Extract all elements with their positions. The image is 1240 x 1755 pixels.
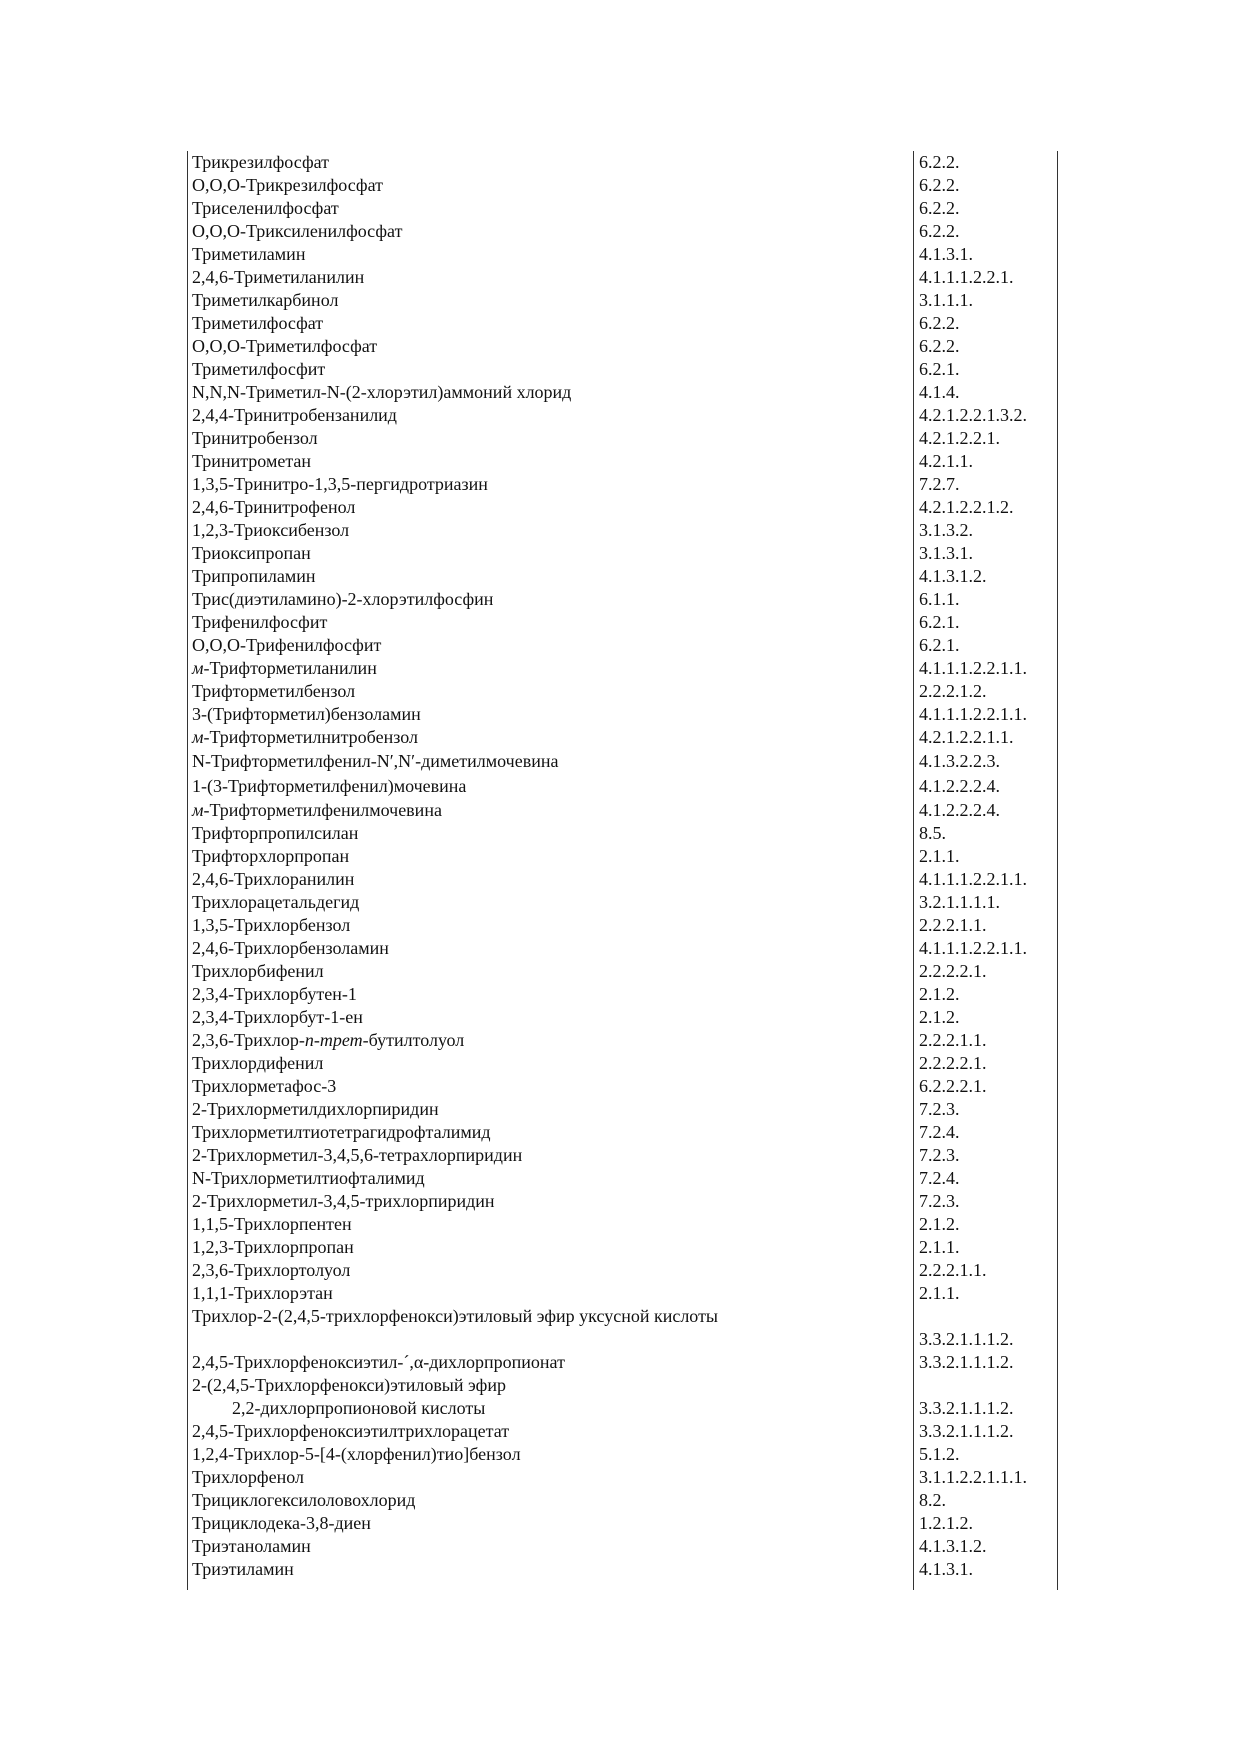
classification-code: 6.2.2.2.1. [919, 1076, 987, 1096]
classification-code: 3.3.2.1.1.1.2. [919, 1329, 1014, 1349]
classification-code: 3.3.2.1.1.1.2. [919, 1421, 1014, 1441]
compound-name: N-Трихлорметилтиофталимид [192, 1168, 425, 1188]
table-row [187, 1374, 1058, 1420]
table-row [187, 358, 1058, 381]
compound-name: 2,3,6-Трихлор-п-трет-бутилтолуол [192, 1030, 465, 1050]
table-row [187, 1075, 1058, 1098]
table-row [187, 312, 1058, 335]
compound-name: О,О,О-Триксиленилфосфат [192, 221, 403, 241]
table-row [187, 450, 1058, 473]
table-row [187, 381, 1058, 404]
classification-code: 3.1.3.2. [919, 520, 973, 540]
table-row [187, 1558, 1058, 1581]
compound-name: Триэтаноламин [192, 1536, 311, 1556]
classification-code: 2.2.2.1.1. [919, 1030, 987, 1050]
table-row [187, 749, 1058, 774]
compound-name: 2,4,6-Триметиланилин [192, 267, 365, 287]
compound-name: м-Трифторметиланилин [192, 658, 377, 678]
classification-code: 2.2.2.1.1. [919, 915, 987, 935]
classification-code: 3.3.2.1.1.1.2. [919, 1352, 1014, 1372]
table-row [187, 473, 1058, 496]
table-row [187, 335, 1058, 358]
classification-code: 4.2.1.1. [919, 451, 973, 471]
classification-code: 2.1.2. [919, 1214, 960, 1234]
classification-code: 6.2.2. [919, 152, 960, 172]
classification-code: 6.1.1. [919, 589, 960, 609]
compound-name: 1,1,1-Трихлорэтан [192, 1283, 333, 1303]
classification-code: 7.2.3. [919, 1191, 960, 1211]
table-row [187, 542, 1058, 565]
classification-code: 4.2.1.2.2.1. [919, 428, 1000, 448]
classification-code: 4.1.3.1.2. [919, 566, 987, 586]
classification-code: 2.1.1. [919, 1237, 960, 1257]
table-row [187, 611, 1058, 634]
compound-name: Трициклогексилоловохлорид [192, 1490, 416, 1510]
table-row [187, 174, 1058, 197]
table-row [187, 519, 1058, 542]
table-row [187, 404, 1058, 427]
compound-index-table [187, 151, 1058, 1581]
classification-code: 6.2.1. [919, 635, 960, 655]
classification-code: 6.2.1. [919, 612, 960, 632]
compound-name: Триэтиламин [192, 1559, 294, 1579]
table-row [187, 151, 1058, 174]
compound-name: Трифторхлорпропан [192, 846, 350, 866]
classification-code: 4.1.1.1.2.2.1.1. [919, 658, 1027, 678]
table-row [187, 266, 1058, 289]
table-row [187, 703, 1058, 726]
compound-name: Трифенилфосфит [192, 612, 328, 632]
compound-name: Трипропиламин [192, 566, 316, 586]
classification-code: 3.2.1.1.1.1. [919, 892, 1000, 912]
classification-code: 4.1.3.1.2. [919, 1536, 987, 1556]
compound-name: м-Трифторметилфенилмочевина [192, 800, 442, 820]
compound-name: 1,1,5-Трихлорпентен [192, 1214, 352, 1234]
table-row [187, 657, 1058, 680]
compound-name: О,О,О-Триметилфосфат [192, 336, 378, 356]
classification-code: 3.3.2.1.1.1.2. [919, 1398, 1014, 1418]
compound-name: 1-(3-Трифторметилфенил)мочевина [192, 776, 467, 796]
compound-name: 2-Трихлорметилдихлорпиридин [192, 1099, 439, 1119]
classification-code: 4.1.3.2.2.3. [919, 751, 1000, 771]
classification-code: 2.2.2.1.2. [919, 681, 987, 701]
compound-name: Тринитробензол [192, 428, 318, 448]
table-row [187, 1167, 1058, 1190]
classification-code: 6.2.2. [919, 313, 960, 333]
table-row [187, 243, 1058, 266]
classification-code: 4.2.1.2.2.1.1. [919, 727, 1014, 747]
table-row [187, 726, 1058, 749]
compound-name: N,N,N-Триметил-N-(2-хлорэтил)аммоний хлорид [192, 382, 572, 402]
classification-code: 6.2.2. [919, 198, 960, 218]
table-row [187, 1121, 1058, 1144]
table-row [187, 1351, 1058, 1374]
table-row [187, 496, 1058, 519]
compound-name: 1,2,3-Трихлорпропан [192, 1237, 354, 1257]
classification-code: 2.2.2.2.1. [919, 1053, 987, 1073]
classification-code: 4.1.1.1.2.2.1. [919, 267, 1014, 287]
table-row [187, 220, 1058, 243]
compound-name: Трихлорфенол [192, 1467, 304, 1487]
compound-name: 2-(2,4,5-Трихлорфенокси)этиловый эфир 2,2-дихлорпропионовой кислоты [192, 1375, 506, 1418]
compound-name: 1,3,5-Тринитро-1,3,5-пергидротриазин [192, 474, 488, 494]
classification-code: 3.1.1.2.2.1.1.1. [919, 1467, 1027, 1487]
compound-name: О,О,О-Трикрезилфосфат [192, 175, 383, 195]
classification-code: 3.1.1.1. [919, 290, 973, 310]
compound-name: Триметилфосфат [192, 313, 324, 333]
classification-code: 7.2.4. [919, 1122, 960, 1142]
classification-code: 2.2.2.2.1. [919, 961, 987, 981]
classification-code: 4.1.3.1. [919, 244, 973, 264]
table-row [187, 1282, 1058, 1305]
compound-name: О,О,О-Трифенилфосфит [192, 635, 382, 655]
table-row [187, 845, 1058, 868]
table-row [187, 588, 1058, 611]
classification-code: 2.1.1. [919, 846, 960, 866]
classification-code: 7.2.3. [919, 1099, 960, 1119]
compound-name: 2,4,6-Тринитрофенол [192, 497, 356, 517]
table-row [187, 1259, 1058, 1282]
compound-name: Трихлорацетальдегид [192, 892, 360, 912]
classification-code: 2.2.2.1.1. [919, 1260, 987, 1280]
compound-name: 1,2,4-Трихлор-5-[4-(хлорфенил)тио]бензол [192, 1444, 521, 1464]
classification-code: 2.1.1. [919, 1283, 960, 1303]
classification-code: 7.2.7. [919, 474, 960, 494]
classification-code: 7.2.4. [919, 1168, 960, 1188]
compound-name: Трихлорметилтиотетрагидрофталимид [192, 1122, 491, 1142]
classification-code: 8.5. [919, 823, 946, 843]
compound-name: Трихлорбифенил [192, 961, 324, 981]
compound-name: Триметилкарбинол [192, 290, 339, 310]
table-row [187, 1052, 1058, 1075]
table-row [187, 937, 1058, 960]
compound-name: Трис(диэтиламино)-2-хлорэтилфосфин [192, 589, 494, 609]
table-row [187, 1512, 1058, 1535]
classification-code: 7.2.3. [919, 1145, 960, 1165]
compound-name: Трихлорметафос-3 [192, 1076, 337, 1096]
table-row [187, 1144, 1058, 1167]
compound-name: 2,3,4-Трихлорбутен-1 [192, 984, 357, 1004]
table-row [187, 565, 1058, 588]
compound-name: Трихлордифенил [192, 1053, 324, 1073]
compound-name: 1,3,5-Трихлорбензол [192, 915, 351, 935]
compound-name: N-Трифторметилфенил-N′,N′-диметилмочевина [192, 751, 559, 771]
table-row [187, 868, 1058, 891]
classification-code: 5.1.2. [919, 1444, 960, 1464]
classification-code: 6.2.1. [919, 359, 960, 379]
compound-name: Трифторметилбензол [192, 681, 356, 701]
compound-name: 2,3,4-Трихлорбут-1-ен [192, 1007, 363, 1027]
classification-code: 2.1.2. [919, 1007, 960, 1027]
compound-name: Триселенилфосфат [192, 198, 339, 218]
compound-name: 3-(Трифторметил)бензоламин [192, 704, 421, 724]
table-row [187, 289, 1058, 312]
table-row [187, 1420, 1058, 1443]
classification-code: 4.1.2.2.2.4. [919, 800, 1000, 820]
table-row [187, 680, 1058, 703]
classification-code: 4.2.1.2.2.1.2. [919, 497, 1014, 517]
compound-name: м-Трифторметилнитробензол [192, 727, 418, 747]
compound-name: Триметилфосфит [192, 359, 326, 379]
classification-code: 6.2.2. [919, 221, 960, 241]
table-row [187, 1443, 1058, 1466]
classification-code: 1.2.1.2. [919, 1513, 973, 1533]
table-row [187, 1236, 1058, 1259]
classification-code: 4.1.1.1.2.2.1.1. [919, 869, 1027, 889]
compound-name: Трифторпропилсилан [192, 823, 359, 843]
table-row [187, 427, 1058, 450]
table-row [187, 197, 1058, 220]
compound-name: Трициклодека-3,8-диен [192, 1513, 371, 1533]
table-row [187, 822, 1058, 845]
table-row [187, 799, 1058, 822]
table-row [187, 1489, 1058, 1512]
table-row [187, 1466, 1058, 1489]
table-row [187, 1098, 1058, 1121]
table-row [187, 960, 1058, 983]
table-row [187, 914, 1058, 937]
classification-code: 2.1.2. [919, 984, 960, 1004]
compound-name: 2,3,6-Трихлортолуол [192, 1260, 351, 1280]
compound-name: 2-Трихлорметил-3,4,5,6-тетрахлорпиридин [192, 1145, 523, 1165]
table-row [187, 1190, 1058, 1213]
compound-name: 2,4,6-Трихлорбензоламин [192, 938, 389, 958]
classification-code: 4.2.1.2.2.1.3.2. [919, 405, 1027, 425]
classification-code: 6.2.2. [919, 175, 960, 195]
compound-name: 2,4,5-Трихлорфеноксиэтилтрихлорацетат [192, 1421, 510, 1441]
compound-name: Триметиламин [192, 244, 306, 264]
classification-code: 6.2.2. [919, 336, 960, 356]
compound-name: Трихлор-2-(2,4,5-трихлорфенокси)этиловый эфир уксусной кислоты [192, 1306, 719, 1326]
classification-code: 8.2. [919, 1490, 946, 1510]
compound-name: 1,2,3-Триоксибензол [192, 520, 350, 540]
classification-code: 4.1.1.1.2.2.1.1. [919, 938, 1027, 958]
table-row [187, 1029, 1058, 1052]
compound-name: 2-Трихлорметил-3,4,5-трихлорпиридин [192, 1191, 495, 1211]
compound-name: 2,4,4-Тринитробензанилид [192, 405, 397, 425]
table-row [187, 774, 1058, 799]
table-row [187, 1535, 1058, 1558]
classification-code: 3.1.3.1. [919, 543, 973, 563]
table-row [187, 1213, 1058, 1236]
table-row [187, 1305, 1058, 1351]
compound-name: Трикрезилфосфат [192, 152, 329, 172]
table-row [187, 634, 1058, 657]
table-row [187, 891, 1058, 914]
compound-name: 2,4,6-Трихлоранилин [192, 869, 355, 889]
classification-code: 4.1.3.1. [919, 1559, 973, 1579]
table-row [187, 1006, 1058, 1029]
compound-name: Тринитрометан [192, 451, 312, 471]
table-row [187, 983, 1058, 1006]
classification-code: 4.1.1.1.2.2.1.1. [919, 704, 1027, 724]
compound-name: Триоксипропан [192, 543, 311, 563]
compound-name: 2,4,5-Трихлорфеноксиэтил-´,α-дихлорпропионат [192, 1352, 565, 1372]
classification-code: 4.1.4. [919, 382, 960, 402]
classification-code: 4.1.2.2.2.4. [919, 776, 1000, 796]
